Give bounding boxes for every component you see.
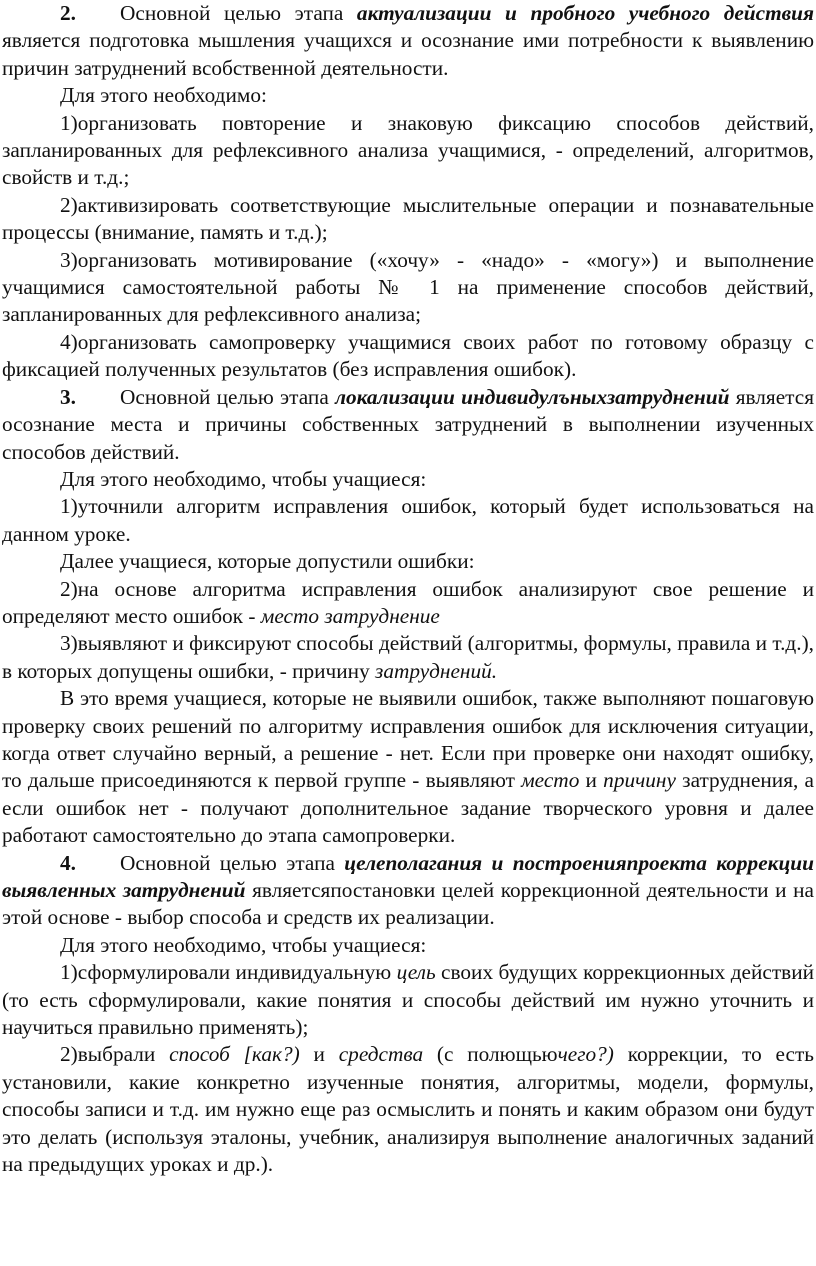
paragraph: Для этого необходимо, чтобы учащиеся: <box>60 932 427 957</box>
stage-term: целеполагания и построенияпроекта коррекции выявленных затруднений <box>2 850 814 902</box>
list-item: 1)уточнили алгоритм исправления ошибок, который будет использоваться на данном уроке. <box>2 494 814 546</box>
section-4-intro: 4. Основной целью этапа целеполагания и построенияпроекта коррекции выявленных затруднений являетсяпостановки целей коррекционной деятельности и на этой основе - выбор способа и средств их реализации. <box>2 850 814 930</box>
list-item: 4)организовать самопроверку учащимися своих работ по готовому образцу с фиксацией полученных результатов (без исправления ошибок). <box>2 329 814 382</box>
section-number: 4. <box>60 850 76 875</box>
section-3-intro: 3. Основной целью этапа локализации индивидулъныхзатруднений является осознание места и причины собственных затруднений в выполнении изученных способов действий. <box>2 384 814 464</box>
section-number: 2. <box>60 1 76 25</box>
paragraph: Далее учащиеся, которые допустили ошибки: <box>60 549 475 574</box>
paragraph: В это время учащиеся, которые не выявили ошибок, также выполняют пошаговую проверку своих решений по алгоритму исправления ошибок для исключения ситуации, когда ответ случайно верный, а решение - нет. Если при проверке они находят ошибку, то дальше присоединяются к первой группе - выявляют место и причину затруднения, а если ошибок нет - получают дополнительное задание творческого уровня и далее работают самостоятельно до этапа самопроверки. <box>2 686 814 848</box>
list-item: 2)на основе алгоритма исправления ошибок анализируют свое решение и определяют место ошибок - место затруднение <box>2 576 814 628</box>
list-item: 3)выявляют и фиксируют способы действий (алгоритмы, формулы, правила и т.д.), в которых допущены ошибки, - причину затруднений. <box>2 631 814 683</box>
section-2-intro: 2. Основной целью этапа актуализации и пробного учебного действия является подготовка мышления учащихся и осознание ими потребности к выявлению причин затруднений всобственной деятельности. <box>2 1 814 80</box>
stage-term: локализации индивидулъныхзатруднений <box>335 384 730 409</box>
stage-term: актуализации и пробного учебного действия <box>356 1 814 25</box>
section-number: 3. <box>60 384 76 409</box>
list-item: 1)сформулировали индивидуальную цель своих будущих коррекционных действий (то есть сформулировали, какие понятия и способы действий им нужно уточнить и научиться правильно применять); <box>2 960 814 1040</box>
paragraph: Для этого необходимо: <box>60 83 267 108</box>
list-item: 2)активизировать соответствующие мыслительные операции и познавательные процессы (внимание, память и т.д.); <box>2 192 814 245</box>
list-item: 1)организовать повторение и знаковую фиксацию способов действий, запланированных для рефлексивного анализа учащимися, - определений, алгоритмов, свойств и т.д.; <box>2 110 814 190</box>
list-item: 3)организовать мотивирование («хочу» - «надо» - «могу») и выполнение учащимися самостоятельной работы № 1 на применение способов действий, запланированных для рефлексивного анализа; <box>2 247 814 327</box>
paragraph: Для этого необходимо, чтобы учащиеся: <box>60 466 427 491</box>
list-item: 2)выбрали способ [как?) и средства (с полющьючего?) коррекции, то есть установили, какие конкретно изученные понятия, алгоритмы, модели, формулы, способы записи и т.д. им нужно еще раз осмыслить и понять и каким образом они будут это делать (используя эталоны, учебник, анализируя выполнение аналогичных заданий на предыдущих уроках и др.). <box>2 1042 814 1177</box>
